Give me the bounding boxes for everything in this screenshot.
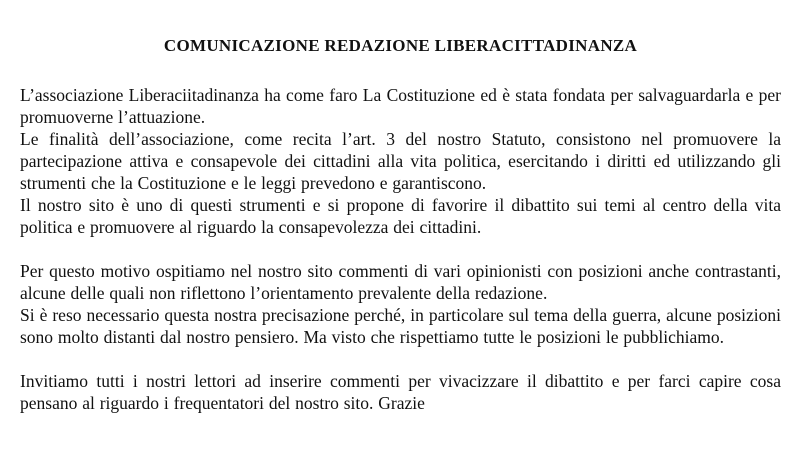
paragraph-statute-aims: Le finalità dell’associazione, come recita l’art. 3 del nostro Statuto, consistono nel promuovere la partecipazione attiva e consapevole dei cittadini alla vita politica, esercitando i diritti ed utilizzando gli strumenti che la Costituzione e le leggi prevedono e garantiscono. bbox=[20, 129, 781, 193]
paragraph-invitation: Invitiamo tutti i nostri lettori ad inserire commenti per vivacizzare il dibattito e per farci capire cosa pensano al riguardo i frequentatori del nostro sito. Grazie bbox=[20, 371, 781, 413]
paragraph-clarification: Si è reso necessario questa nostra precisazione perché, in particolare sul tema della guerra, alcune posizioni sono molto distanti dal nostro pensiero. Ma visto che rispettiamo tutte le posizioni le pubblichiamo. bbox=[20, 305, 781, 347]
page-title: COMUNICAZIONE REDAZIONE LIBERACITTADINANZA bbox=[163, 36, 638, 55]
paragraph-site-purpose: Il nostro sito è uno di questi strumenti e si propone di favorire il dibattito sui temi al centro della vita politica e promuovere al riguardo la consapevolezza dei cittadini. bbox=[20, 195, 781, 237]
paragraph-association-intro: L’associazione Liberaciitadinanza ha come faro La Costituzione ed è stata fondata per salvaguardarla e per promuoverne l’attuazione. bbox=[20, 85, 781, 127]
paragraph-opinionists: Per questo motivo ospitiamo nel nostro sito commenti di vari opinionisti con posizioni anche contrastanti, alcune delle quali non riflettono l’orientamento prevalente della redazione. bbox=[20, 261, 781, 303]
